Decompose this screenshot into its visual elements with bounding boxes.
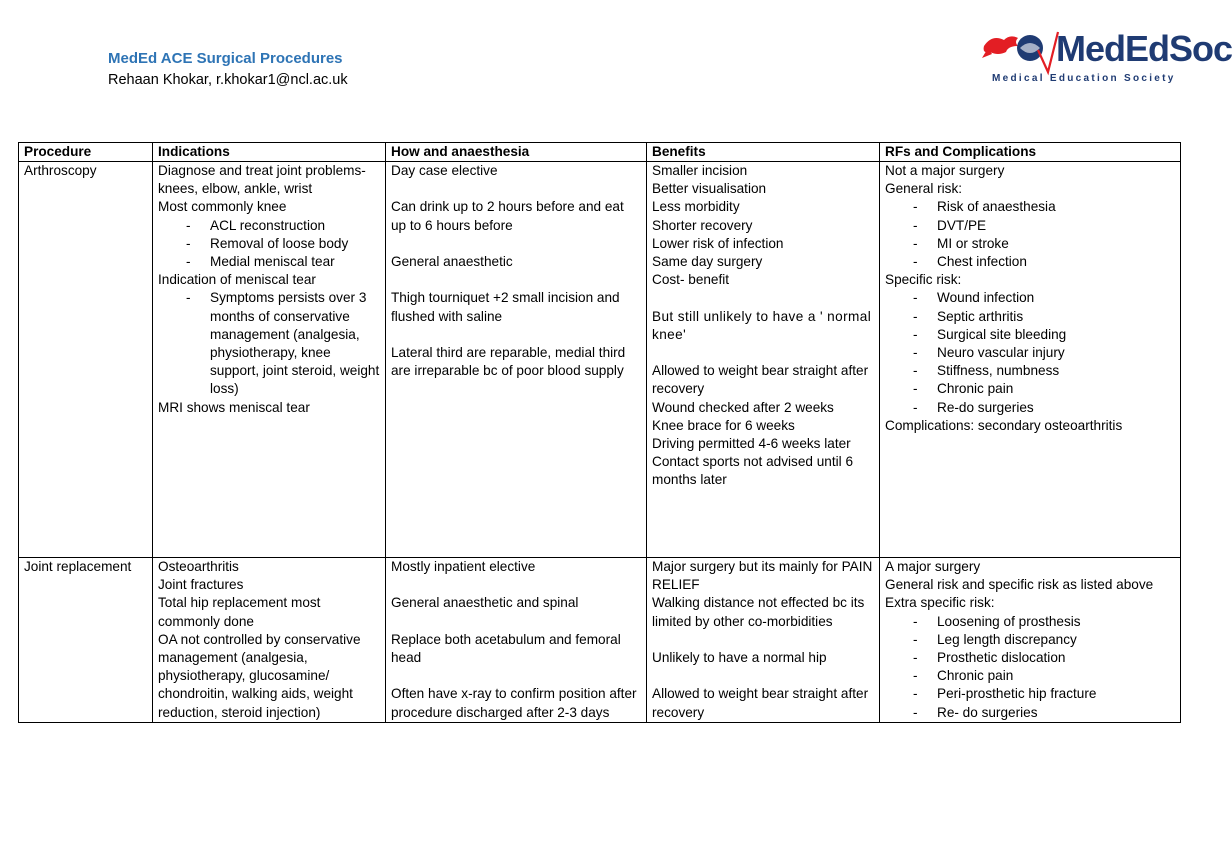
extra-risk-list (885, 613, 1175, 722)
indication-text: Most commonly knee (158, 199, 287, 215)
list-item: - Peri-prosthetic hip fracture (913, 685, 1175, 703)
list-item: - Wound infection (913, 289, 1175, 307)
header-procedure: Procedure (19, 143, 153, 162)
list-item: - DVT/PE (913, 217, 1175, 235)
indication-text: Osteoarthritis (158, 559, 239, 574)
dragon-emblem-icon (978, 28, 1068, 78)
header-rfs-complications: RFs and Complications (880, 143, 1181, 162)
list-item: - Symptoms persists over 3 months of conservative management (analgesia, physiotherapy, knee support, joint steroid, weight loss) (186, 289, 380, 398)
table-header-row (19, 143, 1181, 162)
rfs-text: Complications: secondary osteoarthritis (885, 417, 1123, 433)
knee-indications-list (158, 217, 380, 272)
procedures-table (18, 142, 1181, 723)
benefit-line: Driving permitted 4-6 weeks later (652, 436, 851, 452)
general-risk-list (885, 198, 1175, 271)
indication-text: Total hip replacement most commonly done (158, 595, 321, 629)
list-item: - Surgical site bleeding (913, 326, 1175, 344)
rfs-text: A major surgery (885, 559, 981, 574)
how-text: Thigh tourniquet +2 small incision and flushed with saline (391, 290, 620, 324)
benefit-line: Allowed to weight bear straight after recovery (652, 686, 869, 720)
rfs-text: Specific risk: (885, 272, 962, 288)
indication-text: OA not controlled by conservative management (analgesia, physiotherapy, glucosamine/ chondroitin, walking aids, weight reduction, steroid injection) (158, 631, 361, 720)
header-benefits: Benefits (647, 143, 880, 162)
indication-text: MRI shows meniscal tear (158, 399, 310, 415)
rfs-complications-cell (880, 162, 1181, 558)
rfs-text: General risk and specific risk as listed above (885, 577, 1154, 593)
list-item: - MI or stroke (913, 235, 1175, 253)
list-item: - Stiffness, numbness (913, 362, 1175, 380)
list-item: - Prosthetic dislocation (913, 649, 1175, 667)
how-text: General anaesthetic (391, 253, 513, 269)
indications-cell (153, 162, 386, 558)
list-item: - Chronic pain (913, 667, 1175, 685)
list-item: - Leg length discrepancy (913, 631, 1175, 649)
benefit-line: Lower risk of infection (652, 235, 784, 251)
how-text: Replace both acetabulum and femoral head (391, 631, 621, 665)
benefit-line: Smaller incision (652, 163, 748, 178)
header-indications: Indications (153, 143, 386, 162)
indication-text: Indication of meniscal tear (158, 272, 316, 288)
benefit-line: Allowed to weight bear straight after recovery (652, 363, 869, 397)
benefit-line: Cost- benefit (652, 272, 730, 288)
benefit-line: Unlikely to have a normal hip (652, 650, 827, 665)
logo-subtitle: Medical Education Society (992, 73, 1176, 84)
logo-wordmark: MedEdSoc (1056, 28, 1232, 69)
benefit-line: Knee brace for 6 weeks (652, 417, 795, 433)
table-row (19, 558, 1181, 723)
document-title: MedEd ACE Surgical Procedures (108, 50, 343, 67)
benefit-line: Better visualisation (652, 181, 767, 197)
header-how-anaesthesia: How and anaesthesia (386, 143, 647, 162)
list-item: - ACL reconstruction (186, 217, 380, 235)
list-item: - Septic arthritis (913, 308, 1175, 326)
rfs-text: General risk: (885, 181, 963, 197)
procedure-cell (19, 162, 153, 558)
rfs-text: Not a major surgery (885, 163, 1005, 178)
how-text: Mostly inpatient elective (391, 559, 536, 574)
meniscal-tear-list (158, 289, 380, 398)
list-item: - Removal of loose body (186, 235, 380, 253)
benefit-line: Shorter recovery (652, 217, 753, 233)
how-anaesthesia-cell (386, 162, 647, 558)
procedure-name: Joint replacement (24, 559, 132, 574)
list-item: - Risk of anaesthesia (913, 198, 1175, 216)
specific-risk-list (885, 289, 1175, 416)
author-line: Rehaan Khokar, r.khokar1@ncl.ac.uk (108, 72, 348, 88)
meded-soc-logo (978, 28, 1232, 92)
benefits-cell (647, 558, 880, 723)
how-anaesthesia-cell (386, 558, 647, 723)
how-text: Can drink up to 2 hours before and eat up to 6 hours before (391, 199, 624, 233)
rfs-complications-cell (880, 558, 1181, 723)
indication-text: Joint fractures (158, 577, 244, 593)
indication-text: Diagnose and treat joint problems- knees, elbow, ankle, wrist (158, 163, 366, 197)
benefit-line: Wound checked after 2 weeks (652, 399, 834, 415)
benefit-line: Walking distance not effected bc its limited by other co-morbidities (652, 595, 865, 629)
table-row (19, 162, 1181, 558)
list-item: - Loosening of prosthesis (913, 613, 1175, 631)
how-text: General anaesthetic and spinal (391, 595, 579, 611)
benefit-note: But still unlikely to have a ' normal knee' (652, 308, 872, 342)
benefit-line: Less morbidity (652, 199, 740, 215)
list-item: - Neuro vascular injury (913, 344, 1175, 362)
benefit-line: Same day surgery (652, 254, 763, 270)
procedure-cell (19, 558, 153, 723)
benefits-cell (647, 162, 880, 558)
list-item: - Re-do surgeries (913, 399, 1175, 417)
benefit-line: Contact sports not advised until 6 months later (652, 454, 853, 488)
how-text: Lateral third are reparable, medial third are irreparable bc of poor blood supply (391, 344, 626, 379)
list-item: - Chronic pain (913, 380, 1175, 398)
list-item: - Medial meniscal tear (186, 253, 380, 271)
list-item: - Re- do surgeries (913, 704, 1175, 722)
procedure-name: Arthroscopy (24, 163, 97, 178)
list-item: - Chest infection (913, 253, 1175, 271)
indications-cell (153, 558, 386, 723)
how-text: Day case elective (391, 163, 498, 178)
rfs-text: Extra specific risk: (885, 595, 995, 611)
benefit-line: Major surgery but its mainly for PAIN RELIEF (652, 559, 873, 593)
how-text: Often have x-ray to confirm position after procedure discharged after 2-3 days (391, 686, 637, 720)
